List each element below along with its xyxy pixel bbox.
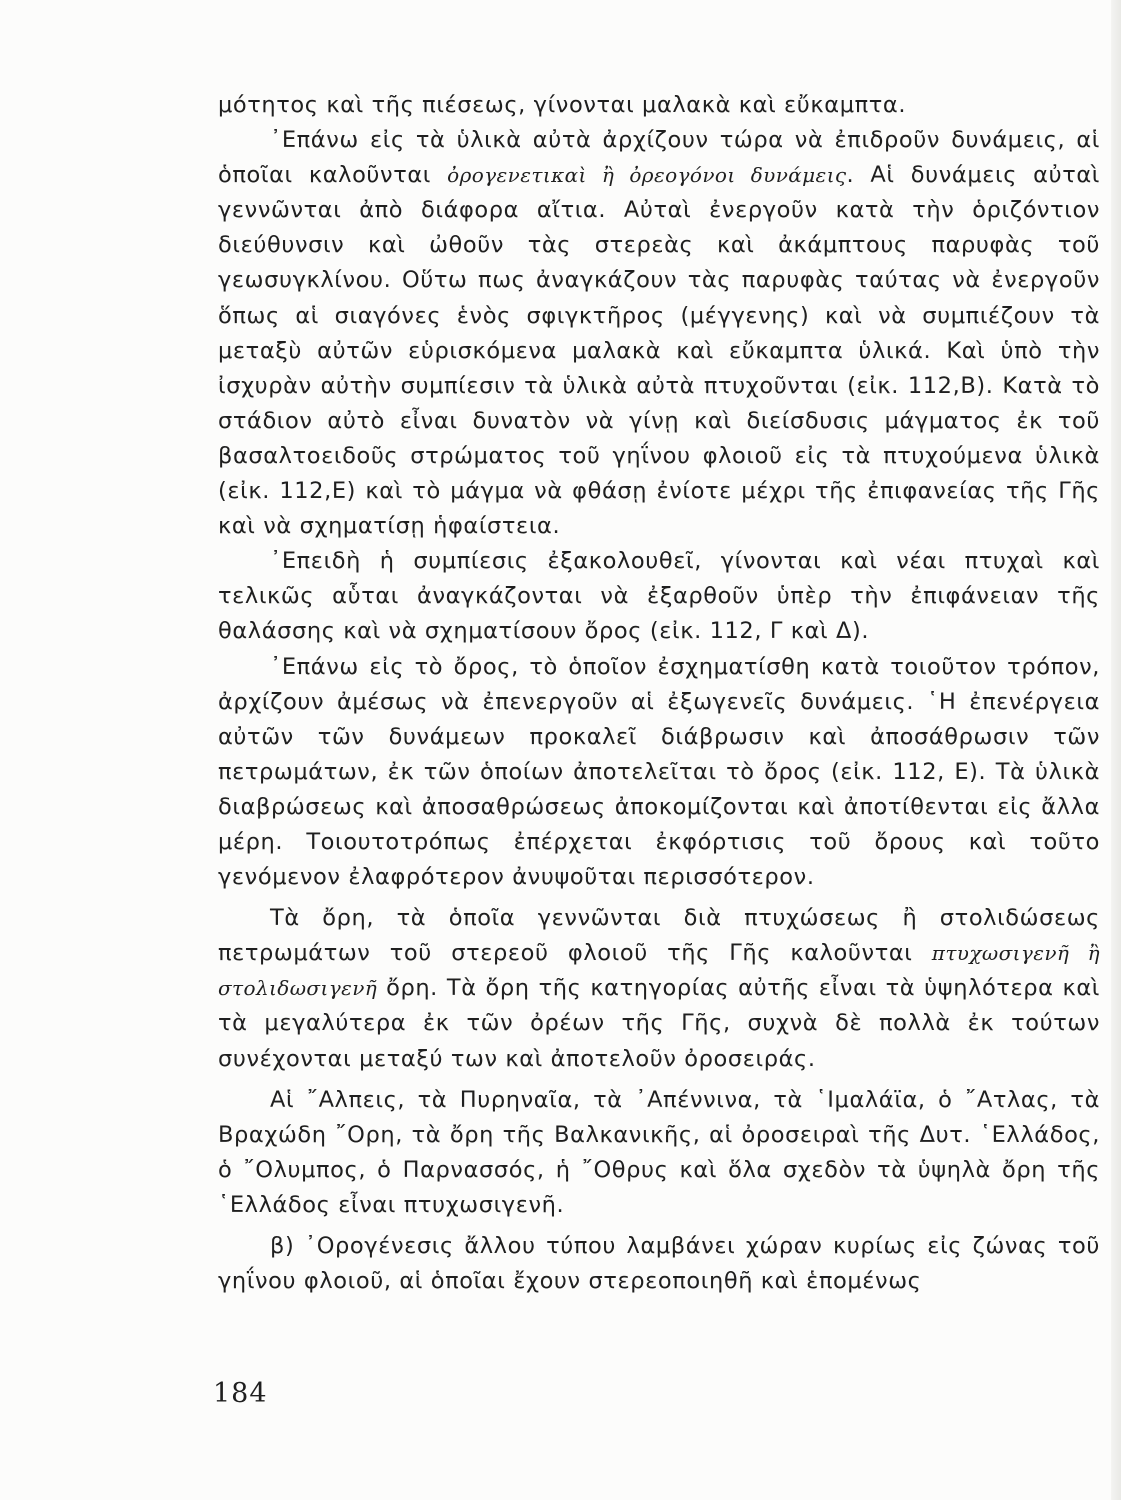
text-segment: Αἱ ῎Αλπεις, τὰ Πυρηναῖα, τὰ ᾿Απέννινα, τὰ ῾Ιμαλάϊα, ὁ ῎Ατλας, τὰ Βραχώδη ῎Ορη, τὰ ὄρη τῆς Βαλκανικῆς, αἱ ὀροσειραὶ τῆς Δυτ. ῾Ελλάδος, ὁ ῎Ολυμπος, ὁ Παρνασσός, ἡ ῎Οθρυς καὶ ὅλα σχεδὸν τὰ ὑψηλὰ ὄρη τῆς ῾Ελλάδος εἶναι πτυχωσιγενῆ. [218,1086,1100,1218]
paragraph [218,123,1100,544]
paragraph [218,1083,1100,1223]
text-segment: Τὰ ὄρη, τὰ ὁποῖα γεννῶνται διὰ πτυχώσεως ἢ στολιδώσεως πετρωμάτων τοῦ στερεοῦ φλοιοῦ τῆς Γῆς καλοῦνται [218,905,1100,967]
text-segment: ὄρη. Τὰ ὄρη τῆς κατηγορίας αὐτῆς εἶναι τὰ ὑψηλότερα καὶ τὰ μεγαλύτερα ἐκ τῶν ὀρέων τῆς Γῆς, συχνὰ δὲ πολλὰ ἐκ τούτων συνέχονται μεταξύ των καὶ ἀποτελοῦν ὀροσειράς. [218,975,1100,1072]
paragraph [218,88,1100,123]
paragraph [218,901,1100,1076]
text-segment: μότητος καὶ τῆς πιέσεως, γίνονται μαλακὰ καὶ εὔκαμπτα. [218,92,907,118]
emphasized-term: πτυχωσιγενῆ ἢ στολιδωσιγενῆ [218,941,1100,1001]
text-segment: . Αἱ δυνάμεις αὐταὶ γεννῶνται ἀπὸ διάφορα αἴτια. Αὐταὶ ἐνεργοῦν κατὰ τὴν ὁριζόντιον διεύθυνσιν καὶ ὠθοῦν τὰς στερεὰς καὶ ἀκάμπτους παρυφὰς τοῦ γεωσυγκλίνου. Οὕτω πως ἀναγκάζουν τὰς παρυφὰς ταύτας νὰ ἐνεργοῦν ὅπως αἱ σιαγόνες ἑνὸς σφιγκτῆρος (μέγγενης) καὶ νὰ συμπιέζουν τὰ μεταξὺ αὐτῶν εὑρισκόμενα μαλακὰ καὶ εὔκαμπτα ὑλικά. Καὶ ὑπὸ τὴν ἰσχυρὰν αὐτὴν συμπίεσιν τὰ ὑλικὰ αὐτὰ πτυχοῦνται (εἰκ. 112,Β). Κατὰ τὸ στάδιον αὐτὸ εἶναι δυνατὸν νὰ γίνῃ καὶ διείσδυσις μάγματος ἐκ τοῦ βασαλτοειδοῦς στρώματος τοῦ γηΐνου φλοιοῦ εἰς τὰ πτυχούμενα ὑλικὰ (εἰκ. 112,Ε) καὶ τὸ μάγμα νὰ φθάσῃ ἐνίοτε μέχρι τῆς ἐπιφανείας τῆς Γῆς καὶ νὰ σχηματίσῃ ἡφαίστεια. [218,162,1100,540]
paragraph [218,650,1100,896]
paragraph [218,1229,1100,1299]
paragraph [218,544,1100,649]
text-segment: ᾿Επειδὴ ἡ συμπίεσις ἐξακολουθεῖ, γίνονται καὶ νέαι πτυχαὶ καὶ τελικῶς αὗται ἀναγκάζονται νὰ ἐξαρθοῦν ὑπὲρ τὴν ἐπιφάνειαν τῆς θαλάσσης καὶ νὰ σχηματίσουν ὄρος (εἰκ. 112, Γ καὶ Δ). [218,548,1100,645]
page-edge [1111,0,1121,1500]
text-segment: ᾿Επάνω εἰς τὸ ὄρος, τὸ ὁποῖον ἐσχηματίσθη κατὰ τοιοῦτον τρόπον, ἀρχίζουν ἀμέσως νὰ ἐπενεργοῦν αἱ ἐξωγενεῖς δυνάμεις. ῾Η ἐπενέργεια αὐτῶν τῶν δυνάμεων προκαλεῖ διάβρωσιν καὶ ἀποσάθρωσιν τῶν πετρωμάτων, ἐκ τῶν ὁποίων ἀποτελεῖται τὸ ὄρος (εἰκ. 112, Ε). Τὰ ὑλικὰ διαβρώσεως καὶ ἀποσαθρώσεως ἀποκομίζονται καὶ ἀποτίθενται εἰς ἄλλα μέρη. Τοιουτοτρόπως ἐπέρχεται ἐκφόρτισις τοῦ ὄρους καὶ τοῦτο γενόμενον ἐλαφρότερον ἀνυψοῦται περισσότερον. [218,653,1100,891]
emphasized-term: ὀρογενετικαὶ ἢ ὀρεογόνοι δυνάμεις [447,163,847,188]
page-number: 184 [213,1378,268,1409]
text-segment: ᾿Επάνω εἰς τὰ ὑλικὰ αὐτὰ ἀρχίζουν τώρα νὰ ἐπιδροῦν δυνάμεις, αἱ ὁποῖαι καλοῦνται [218,127,1100,189]
body-text [218,88,1100,1299]
text-segment: β) ᾿Ορογένεσις ἄλλου τύπου λαμβάνει χώραν κυρίως εἰς ζώνας τοῦ γηΐνου φλοιοῦ, αἱ ὁποῖαι ἔχουν στερεοποιηθῆ καὶ ἑπομένως [218,1233,1100,1295]
